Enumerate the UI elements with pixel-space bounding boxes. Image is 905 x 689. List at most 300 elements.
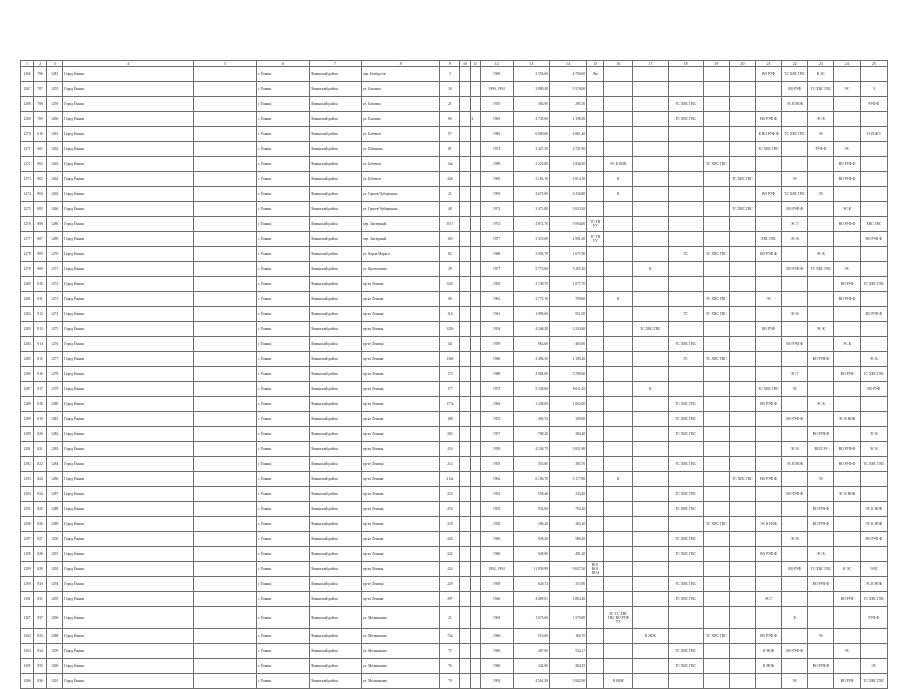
table-cell: пр-кт Ленина — [361, 517, 439, 532]
table-cell — [633, 337, 668, 352]
table-cell — [470, 187, 480, 202]
table-cell: Ленинский район — [309, 674, 361, 689]
table-cell: К — [604, 292, 633, 307]
table-cell — [460, 382, 470, 397]
table-cell: 125б — [440, 322, 460, 337]
table-cell: ул. Бабичев — [361, 127, 439, 142]
table-cell — [703, 67, 729, 82]
table-cell — [703, 644, 729, 659]
table-cell: 824 — [34, 472, 47, 487]
table-cell: г. Ёмкин — [257, 644, 309, 659]
table-cell: 212 — [440, 457, 460, 472]
table-cell — [604, 97, 633, 112]
table-cell: 166,70 — [549, 629, 586, 644]
table-cell: ЭС К — [808, 112, 834, 127]
table-cell — [668, 142, 703, 157]
table-row — [21, 112, 888, 127]
table-cell — [460, 397, 470, 412]
table-cell — [808, 307, 834, 322]
table-cell: Ленинский район — [309, 659, 361, 674]
column-header: 17 — [633, 61, 668, 67]
table-cell: ВО РУФ Ф — [834, 292, 860, 307]
table-cell — [470, 502, 480, 517]
table-cell: К ЭС — [808, 67, 834, 82]
table-cell — [860, 472, 887, 487]
table-cell — [834, 659, 860, 674]
table-cell — [729, 577, 755, 592]
table-cell: ул. Бебичев — [361, 172, 439, 187]
table-cell: 383,40 — [549, 427, 586, 442]
table-cell — [703, 142, 729, 157]
table-cell — [470, 412, 480, 427]
table-cell: 1992 — [480, 674, 513, 689]
table-cell: Ленинский район — [309, 337, 361, 352]
table-cell — [604, 487, 633, 502]
table-cell: 333,40 — [549, 487, 586, 502]
table-cell: пер. Безбрусов — [361, 67, 439, 82]
table-cell: К — [604, 187, 633, 202]
table-cell: К — [633, 382, 668, 397]
table-cell — [460, 532, 470, 547]
table-cell: ТС ХВС ГВС — [668, 577, 703, 592]
table-cell: ТС ХВС ГВС — [860, 674, 887, 689]
table-cell — [782, 352, 808, 367]
table-cell: ЭС К — [860, 442, 887, 457]
table-cell: 2 721,90 — [549, 142, 586, 157]
table-cell: ТС ХВС ГВС — [703, 352, 729, 367]
table-cell — [604, 277, 633, 292]
table-cell: 1287 — [47, 487, 63, 502]
table-cell — [668, 629, 703, 644]
table-cell: 826 — [34, 517, 47, 532]
table-cell: пр-кт Ленина — [361, 487, 439, 502]
table-cell — [470, 352, 480, 367]
table-cell: 10 — [440, 82, 460, 97]
table-cell: 1989 — [480, 157, 513, 172]
table-cell — [808, 217, 834, 232]
table-cell — [860, 397, 887, 412]
table-cell: Город Ёмкин — [63, 547, 194, 562]
table-row — [21, 142, 888, 157]
table-cell: ТС ХВС ГВС — [729, 172, 755, 187]
table-cell — [703, 172, 729, 187]
table-row — [21, 367, 888, 382]
table-cell — [604, 517, 633, 532]
table-cell: 1977 — [480, 262, 513, 277]
table-cell: г. Ёмкин — [257, 217, 309, 232]
table-cell: 1988 — [480, 367, 513, 382]
column-header: 9 — [440, 61, 460, 67]
table-cell — [604, 502, 633, 517]
table-cell: г. Ёмкин — [257, 337, 309, 352]
table-cell: 932,00 — [513, 502, 549, 517]
table-cell: ВО РУФ Ф — [834, 172, 860, 187]
table-cell — [729, 262, 755, 277]
table-cell: 812 — [34, 307, 47, 322]
table-cell — [460, 592, 470, 607]
table-cell: 2 745,00 — [513, 112, 549, 127]
table-row — [21, 502, 888, 517]
table-cell: 1286 — [21, 367, 34, 382]
table-cell: Город Ёмкин — [63, 247, 194, 262]
table-cell — [703, 112, 729, 127]
table-cell — [193, 247, 256, 262]
table-cell — [756, 172, 782, 187]
table-cell: пр-кт Ленина — [361, 592, 439, 607]
table-cell: Город Ёмкин — [63, 127, 194, 142]
table-cell: 6 256,80 — [549, 187, 586, 202]
table-cell: 1255 — [47, 82, 63, 97]
table-cell — [587, 292, 604, 307]
table-cell — [834, 352, 860, 367]
table-cell: 1301 — [47, 674, 63, 689]
table-cell: г. Ёмкин — [257, 157, 309, 172]
table-row — [21, 217, 888, 232]
table-cell: Ленинский район — [309, 277, 361, 292]
table-cell: Город Ёмкин — [63, 397, 194, 412]
table-cell — [193, 577, 256, 592]
table-cell — [604, 142, 633, 157]
table-cell — [193, 659, 256, 674]
table-cell — [193, 487, 256, 502]
table-cell: 4 984,00 — [513, 367, 549, 382]
table-cell: 1261 — [47, 127, 63, 142]
table-cell: 222 — [440, 547, 460, 562]
table-cell — [834, 232, 860, 247]
table-cell: г. Ёмкин — [257, 67, 309, 82]
table-cell — [193, 277, 256, 292]
table-cell: 1278 — [47, 367, 63, 382]
table-cell: пр-кт Ленина — [361, 562, 439, 577]
table-cell: 40 — [440, 202, 460, 217]
table-cell — [703, 367, 729, 382]
registry-sheet — [20, 60, 888, 689]
table-cell: ВО РУФ Ф — [860, 532, 887, 547]
table-cell — [470, 382, 480, 397]
table-cell: 1296 — [21, 517, 34, 532]
table-cell — [633, 397, 668, 412]
table-cell: 829 — [34, 562, 47, 577]
table-cell — [193, 187, 256, 202]
table-cell — [729, 412, 755, 427]
table-cell — [460, 97, 470, 112]
table-row — [21, 97, 888, 112]
table-cell: 1962 — [480, 472, 513, 487]
table-cell — [587, 629, 604, 644]
table-cell — [756, 337, 782, 352]
table-cell: г. Ёмкин — [257, 547, 309, 562]
table-cell: пр-кт Ленина — [361, 367, 439, 382]
table-cell: г. Ёмкин — [257, 659, 309, 674]
table-cell — [782, 577, 808, 592]
table-cell: пр-кт Ленина — [361, 412, 439, 427]
table-cell — [633, 277, 668, 292]
table-cell — [460, 547, 470, 562]
table-cell: ТС ХВС ГВС — [703, 157, 729, 172]
table-cell — [808, 97, 834, 112]
table-cell: ТС ХВС ГВС — [668, 502, 703, 517]
table-cell — [587, 382, 604, 397]
table-cell — [756, 367, 782, 382]
table-cell — [633, 232, 668, 247]
table-cell: Город Ёмкин — [63, 337, 194, 352]
table-cell: Ленинский район — [309, 217, 361, 232]
table-cell — [460, 607, 470, 629]
table-cell: ХВС ГВС — [860, 217, 887, 232]
table-row — [21, 457, 888, 472]
table-cell — [703, 532, 729, 547]
table-cell: 1299 — [21, 562, 34, 577]
table-cell: 928,20 — [513, 532, 549, 547]
table-cell — [193, 547, 256, 562]
table-cell: 44б — [440, 172, 460, 187]
table-cell — [782, 112, 808, 127]
table-cell: пр-кт Ленина — [361, 337, 439, 352]
table-cell — [470, 82, 480, 97]
table-cell: 794,20 — [549, 502, 586, 517]
table-cell: 3 903,70 — [513, 247, 549, 262]
table-cell: РУФ Ф — [860, 607, 887, 629]
table-cell — [808, 644, 834, 659]
table-cell — [633, 247, 668, 262]
table-cell: ЭС — [808, 127, 834, 142]
table-cell: Ленинский район — [309, 427, 361, 442]
table-cell — [633, 562, 668, 577]
table-cell: ЭС — [782, 382, 808, 397]
table-cell: 1959 — [480, 337, 513, 352]
table-cell — [782, 592, 808, 607]
table-cell — [860, 187, 887, 202]
table-cell — [703, 457, 729, 472]
table-cell: К ЭС — [834, 562, 860, 577]
table-cell: г. Ёмкин — [257, 307, 309, 322]
table-cell: 49 — [440, 262, 460, 277]
table-cell — [633, 487, 668, 502]
table-cell: ЭС К — [808, 397, 834, 412]
table-cell: Ленинский район — [309, 457, 361, 472]
table-cell: ул. Бахмача — [361, 112, 439, 127]
table-cell: 1292 — [47, 562, 63, 577]
table-cell: ВО РУФ — [782, 562, 808, 577]
table-cell: 1946 — [480, 592, 513, 607]
table-cell — [460, 352, 470, 367]
table-cell: 1273 — [21, 172, 34, 187]
table-cell: 1960 — [480, 629, 513, 644]
table-cell: Ленинский район — [309, 382, 361, 397]
table-cell: 3 863,20 — [549, 592, 586, 607]
table-cell: 1990, 1994 — [480, 82, 513, 97]
table-cell — [470, 292, 480, 307]
table-cell: г. Ёмкин — [257, 142, 309, 157]
table-cell — [808, 457, 834, 472]
table-cell — [604, 659, 633, 674]
table-cell: 177а — [440, 397, 460, 412]
table-cell: ЭС — [808, 187, 834, 202]
table-cell — [860, 337, 887, 352]
table-cell: ГОЛ ЖЭ — [860, 127, 887, 142]
table-cell: 1269 — [21, 112, 34, 127]
table-cell: Город Ёмкин — [63, 217, 194, 232]
table-cell: 824 — [34, 487, 47, 502]
table-row — [21, 659, 888, 674]
table-cell: 1288 — [47, 502, 63, 517]
table-cell: 828 — [34, 547, 47, 562]
table-cell — [633, 187, 668, 202]
table-cell — [756, 577, 782, 592]
table-cell: 1959 — [480, 442, 513, 457]
table-cell — [729, 187, 755, 202]
table-cell — [703, 412, 729, 427]
table-cell: 62б — [440, 277, 460, 292]
table-cell — [587, 112, 604, 127]
table-cell — [808, 157, 834, 172]
column-header: 21 — [756, 61, 782, 67]
table-cell — [808, 172, 834, 187]
table-cell: 297 — [440, 592, 460, 607]
table-cell — [782, 502, 808, 517]
table-cell — [633, 472, 668, 487]
table-cell — [703, 592, 729, 607]
table-cell: 815 — [34, 352, 47, 367]
table-cell: ТС ХВС ГВС — [729, 202, 755, 217]
table-cell — [668, 127, 703, 142]
table-cell — [834, 322, 860, 337]
table-cell: 707 — [34, 82, 47, 97]
table-cell: ТС ХВС ГВС — [668, 397, 703, 412]
table-cell: 1276 — [47, 337, 63, 352]
table-body — [21, 67, 888, 689]
table-cell: Ленинский район — [309, 547, 361, 562]
table-cell — [587, 247, 604, 262]
table-cell — [756, 202, 782, 217]
table-cell: Ленинский район — [309, 127, 361, 142]
table-cell: 1294 — [47, 577, 63, 592]
table-cell: ВО РУФ Ф — [782, 202, 808, 217]
table-cell: 1288 — [21, 397, 34, 412]
table-cell: 86 — [440, 292, 460, 307]
table-cell: пер. Заозерный — [361, 217, 439, 232]
table-cell: 1299 — [47, 644, 63, 659]
table-cell: 1968 — [480, 247, 513, 262]
table-cell — [587, 427, 604, 442]
table-cell: 1276 — [21, 217, 34, 232]
table-cell: пр-кт Ленина — [361, 547, 439, 562]
table-cell: 5 773,60 — [513, 262, 549, 277]
table-cell — [470, 659, 480, 674]
table-cell: ВО РУФ Ф — [756, 472, 782, 487]
table-cell: пр-кт Ленина — [361, 427, 439, 442]
table-cell: 1260 — [47, 112, 63, 127]
table-cell: Ленинский район — [309, 629, 361, 644]
table-cell — [460, 457, 470, 472]
table-cell: ТС ХВС ГВС — [860, 457, 887, 472]
table-cell: 830 — [34, 577, 47, 592]
table-cell — [729, 487, 755, 502]
table-cell: ЭС К — [782, 307, 808, 322]
table-cell — [834, 502, 860, 517]
table-cell: 1953 — [480, 502, 513, 517]
table-cell: 1972 — [480, 217, 513, 232]
table-cell — [633, 442, 668, 457]
table-cell: Город Ёмкин — [63, 427, 194, 442]
table-cell: ВО РУФ — [834, 592, 860, 607]
table-cell — [782, 157, 808, 172]
table-cell: 10/1 — [440, 217, 460, 232]
table-cell: Город Ёмкин — [63, 142, 194, 157]
table-cell: ТС ХВС ГВС — [756, 382, 782, 397]
table-cell: 465,00 — [549, 337, 586, 352]
table-cell — [460, 187, 470, 202]
table-cell: 136б — [440, 352, 460, 367]
table-cell: 224 — [440, 562, 460, 577]
table-cell — [470, 427, 480, 442]
table-cell — [668, 262, 703, 277]
table-cell: ЭС К — [834, 202, 860, 217]
table-cell — [782, 659, 808, 674]
table-cell — [834, 517, 860, 532]
table-cell — [604, 112, 633, 127]
table-cell — [604, 547, 633, 562]
table-row — [21, 292, 888, 307]
table-cell — [587, 397, 604, 412]
table-cell — [729, 352, 755, 367]
table-cell — [668, 367, 703, 382]
column-header: 6 — [257, 61, 309, 67]
table-cell: Ленинский район — [309, 67, 361, 82]
table-cell — [834, 547, 860, 562]
table-cell — [834, 307, 860, 322]
table-cell: 218 — [440, 517, 460, 532]
table-cell: ЭС — [782, 172, 808, 187]
table-cell — [193, 457, 256, 472]
table-cell — [460, 629, 470, 644]
table-cell — [604, 232, 633, 247]
table-cell — [604, 442, 633, 457]
table-cell: 285,10 — [549, 97, 586, 112]
table-cell: ТС ХВС ГВС — [703, 292, 729, 307]
table-cell: ВО РУФ Ф — [808, 352, 834, 367]
table-cell: Город Ёмкин — [63, 472, 194, 487]
table-row — [21, 277, 888, 292]
table-cell: ул. Мельникова — [361, 644, 439, 659]
table-cell: 364,90 — [513, 97, 549, 112]
column-header: 3 — [47, 61, 63, 67]
table-cell — [633, 292, 668, 307]
table-cell: ВО РУФ — [756, 322, 782, 337]
table-cell: 367,00 — [513, 644, 549, 659]
table-cell: 1 248,00 — [513, 397, 549, 412]
table-cell: пер. Заозерный — [361, 232, 439, 247]
table-cell — [668, 607, 703, 629]
table-cell — [470, 397, 480, 412]
table-cell: 825 — [34, 502, 47, 517]
table-cell: 813 — [34, 322, 47, 337]
table-cell: ТС ХВС ГВС — [668, 427, 703, 442]
table-cell: г. Ёмкин — [257, 352, 309, 367]
table-cell — [703, 277, 729, 292]
table-cell — [703, 472, 729, 487]
table-cell: 1992, 1994 — [480, 562, 513, 577]
table-cell: 1972 — [480, 202, 513, 217]
table-cell: 3 471,80 — [513, 202, 549, 217]
table-cell: ВО РУФ — [860, 382, 887, 397]
table-cell: ВО РУФ Ф — [782, 337, 808, 352]
table-cell — [470, 562, 480, 577]
table-cell — [782, 322, 808, 337]
table-cell: 494,74 — [513, 412, 549, 427]
table-cell — [729, 607, 755, 629]
table-row — [21, 577, 888, 592]
